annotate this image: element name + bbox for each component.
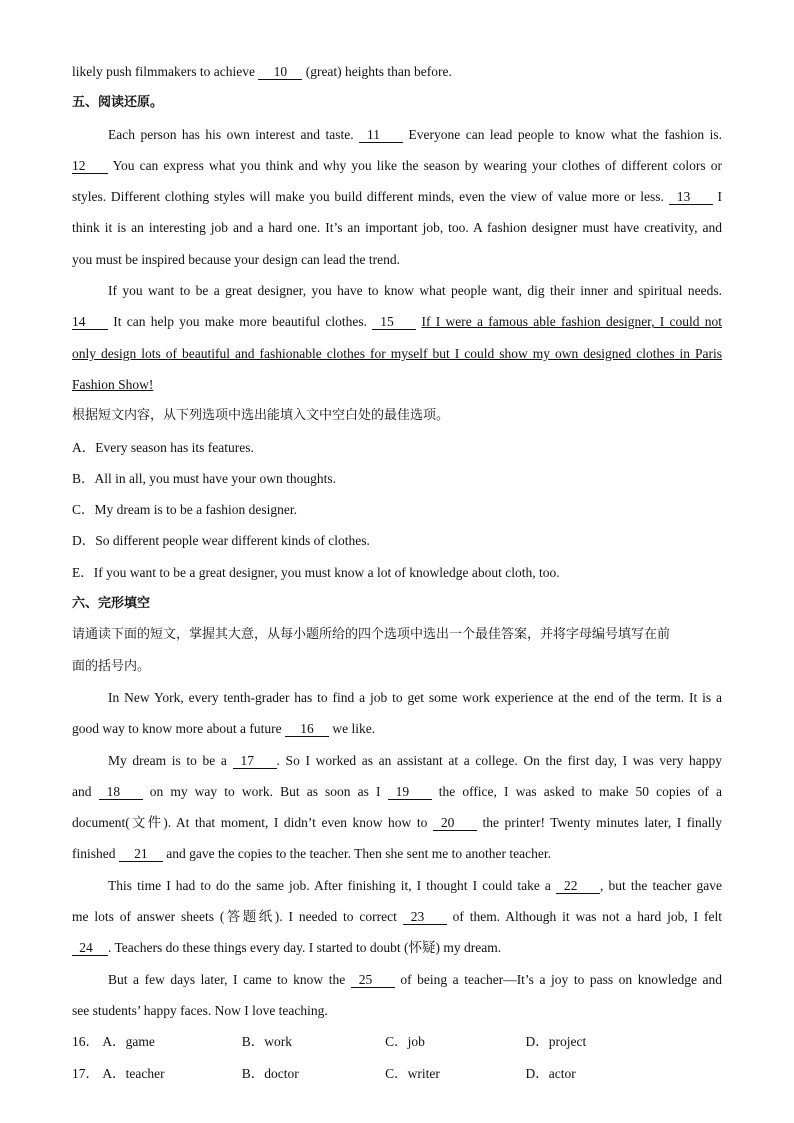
option-c	[72, 494, 722, 525]
blank-18[interactable]: 18	[99, 785, 143, 800]
choice-c[interactable]: C．job	[385, 1034, 425, 1050]
blank-22[interactable]: 22	[556, 879, 600, 894]
text: Each person has his own interest and taste.	[108, 126, 354, 142]
blank-15[interactable]: 15	[372, 315, 416, 330]
c1-line-2	[72, 713, 722, 744]
question-16	[72, 1026, 722, 1057]
c3-line-2	[72, 901, 722, 932]
blank-24[interactable]: 24	[72, 941, 108, 956]
section-6-instruction-1: 请通读下面的短文，掌握其大意，从每小题所给的四个选项中选出一个最佳答案，并将字母编号填写在前	[72, 627, 671, 643]
text: But a few days later, I came to know the	[108, 971, 346, 987]
blank-20[interactable]: 20	[433, 816, 477, 831]
underlined-sentence: only design lots of beautiful and fashionable clothes for myself but I could show my own designed clothes in Paris	[72, 345, 722, 361]
text: I	[717, 189, 722, 205]
section-6-title: 六、完形填空	[72, 596, 151, 612]
option-a	[72, 432, 722, 463]
option-text: My dream is to be a fashion designer.	[94, 502, 297, 518]
text: document(文件). At that moment, I didn’t even know how to	[72, 815, 428, 831]
p2-line-4	[72, 369, 722, 400]
blank-14[interactable]: 14	[72, 315, 108, 330]
text: (great) heights than before.	[305, 64, 452, 79]
text: on my way to work. But as soon as I	[149, 783, 381, 799]
blank-13[interactable]: 13	[669, 190, 713, 205]
p1-line-1	[72, 119, 722, 150]
option-text: So different people wear different kinds of clothes.	[95, 533, 370, 549]
option-e	[72, 557, 722, 588]
text: we like.	[332, 721, 376, 737]
text: of being a teacher—It’s a joy to pass on knowledge and	[400, 971, 722, 987]
blank-21[interactable]: 21	[119, 847, 163, 862]
c4-line-2: see students’ happy faces. Now I love teaching.	[72, 1002, 328, 1018]
text: of them. Although it was not a hard job, I felt	[452, 909, 722, 925]
text: . Teachers do these things every day. I started to doubt (怀疑) my dream.	[108, 940, 502, 956]
blank-23[interactable]: 23	[403, 910, 447, 925]
c2-line-1	[72, 745, 722, 776]
c4-line-1	[72, 964, 722, 995]
option-text: All in all, you must have your own thoughts.	[94, 470, 336, 486]
text: This time I had to do the same job. After finishing it, I thought I could take a	[108, 877, 551, 893]
text: and	[72, 783, 92, 799]
choice-a[interactable]: A．game	[102, 1034, 155, 1050]
blank-16[interactable]: 16	[285, 722, 329, 737]
c2-line-4	[72, 838, 722, 869]
text: good way to know more about a future	[72, 721, 282, 737]
worksheet-page	[72, 56, 722, 1089]
underlined-sentence: Fashion Show!	[72, 376, 154, 392]
choice-d[interactable]: D．actor	[525, 1065, 576, 1081]
option-key: E．	[72, 564, 94, 580]
text: finished	[72, 846, 116, 862]
p1-line-5: you must be inspired because your design can lead the trend.	[72, 251, 401, 267]
text: and gave the copies to the teacher. Then she sent me to another teacher.	[166, 846, 551, 862]
text: You can express what you think and why you like the season by wearing your clothes of different colors or	[112, 157, 722, 173]
choice-b[interactable]: B．work	[241, 1034, 292, 1050]
option-b	[72, 463, 722, 494]
text: me lots of answer sheets (答题纸). I needed to correct	[72, 909, 397, 925]
underlined-sentence: If I were a famous able fashion designer, I could not	[421, 314, 722, 330]
p1-line-2	[72, 150, 722, 181]
passage-tail-line	[72, 56, 722, 87]
p1-line-4: think it is an interesting job and a hard one. It’s an important job, too. A fashion designer must have creativity, and	[72, 220, 722, 236]
option-key: C．	[72, 502, 95, 518]
section-6-instruction-2: 面的括号内。	[72, 658, 151, 674]
p1-line-3	[72, 181, 722, 212]
blank-10[interactable]: 10	[258, 65, 302, 80]
question-17	[72, 1058, 722, 1089]
text: the printer! Twenty minutes later, I finally	[482, 815, 722, 831]
c3-line-3	[72, 932, 722, 963]
section-5-title: 五、阅读还原。	[72, 95, 164, 111]
section-5-instruction: 根据短文内容，从下列选项中选出能填入文中空白处的最佳选项。	[72, 408, 450, 424]
option-text: Every season has its features.	[95, 439, 254, 455]
p2-line-3	[72, 338, 722, 369]
c3-line-1	[72, 870, 722, 901]
blank-17[interactable]: 17	[233, 754, 277, 769]
option-key: B．	[72, 470, 95, 486]
choice-a[interactable]: A．teacher	[102, 1065, 165, 1081]
question-number: 17．	[72, 1065, 99, 1081]
text: styles. Different clothing styles will make you build different minds, even the view of value more or less.	[72, 189, 664, 205]
c1-line-1: In New York, every tenth-grader has to find a job to get some work experience at the end of the term. It is a	[108, 689, 722, 705]
text: My dream is to be a	[108, 752, 227, 768]
blank-12[interactable]: 12	[72, 159, 108, 174]
p2-line-1: If you want to be a great designer, you have to know what people want, dig their inner and spiritual needs.	[108, 283, 722, 299]
blank-19[interactable]: 19	[388, 785, 432, 800]
text: It can help you make more beautiful clothes.	[113, 314, 368, 330]
choice-b[interactable]: B．doctor	[241, 1065, 299, 1081]
text: Everyone can lead people to know what the fashion is.	[408, 126, 722, 142]
option-key: A．	[72, 439, 96, 455]
blank-25[interactable]: 25	[351, 973, 395, 988]
option-d	[72, 525, 722, 556]
option-text: If you want to be a great designer, you must know a lot of knowledge about cloth, too.	[93, 564, 560, 580]
text: . So I worked as an assistant at a college. On the first day, I was very happy	[276, 752, 722, 768]
option-key: D．	[72, 533, 96, 549]
text: the office, I was asked to make 50 copies of a	[438, 783, 722, 799]
text: , but the teacher gave	[600, 877, 722, 893]
p2-line-2	[72, 306, 722, 337]
choice-c[interactable]: C．writer	[385, 1065, 440, 1081]
question-number: 16．	[72, 1034, 99, 1050]
c2-line-3	[72, 807, 722, 838]
choice-d[interactable]: D．project	[525, 1034, 587, 1050]
text: likely push filmmakers to achieve	[72, 64, 255, 79]
blank-11[interactable]: 11	[359, 128, 403, 143]
c2-line-2	[72, 776, 722, 807]
